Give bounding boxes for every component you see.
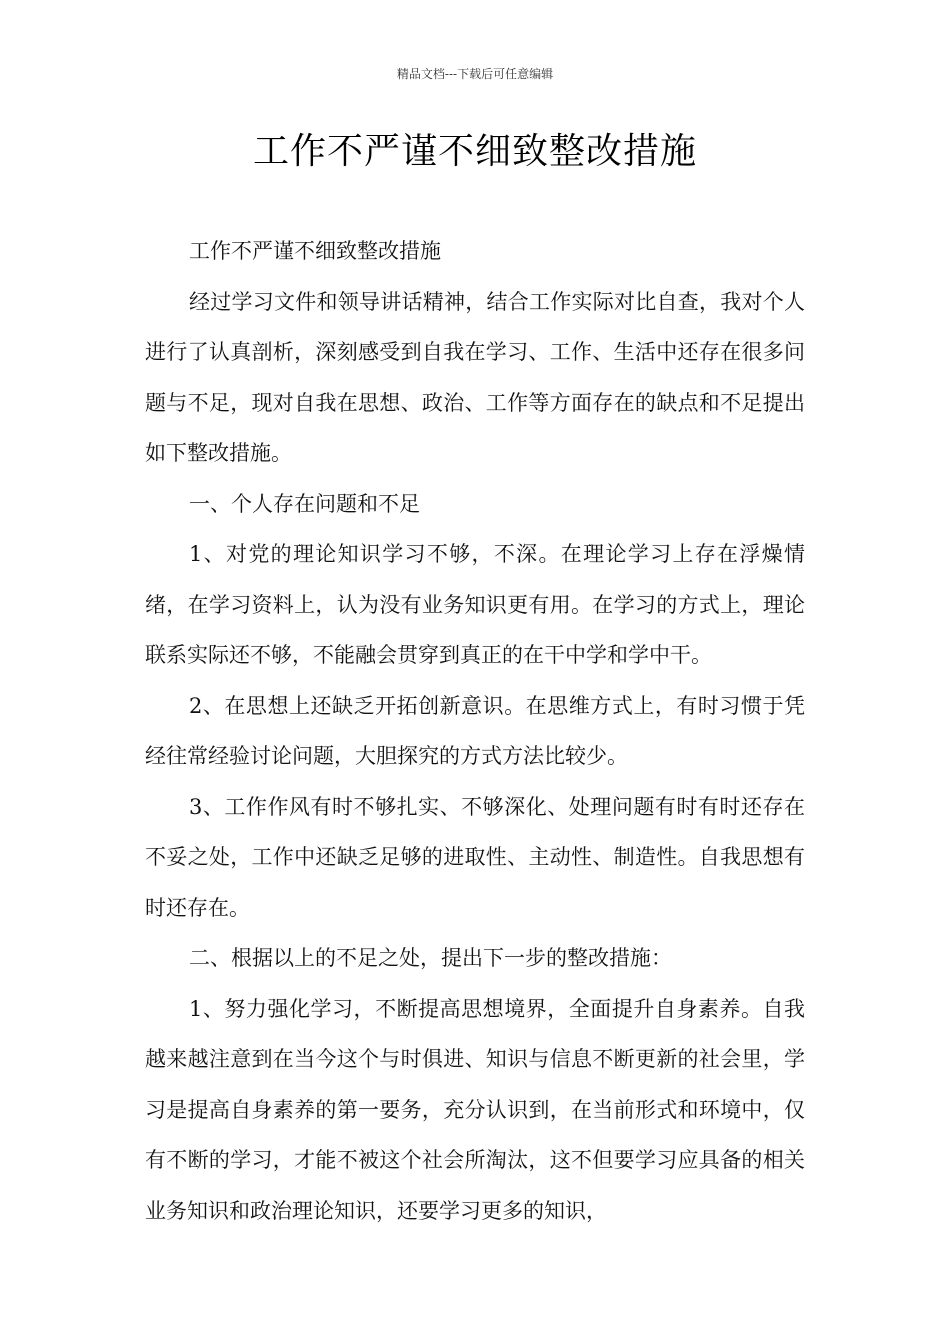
paragraph-intro: 经过学习文件和领导讲话精神，结合工作实际对比自查，我对个人进行了认真剖析，深刻感受到自我在学习、工作、生活中还存在很多问题与不足，现对自我在思想、政治、工作等方面存在的缺点和不足提出如下整改措施。 <box>145 289 805 465</box>
document-body <box>145 226 805 1236</box>
paragraph-problem-1: 1、对党的理论知识学习不够，不深。在理论学习上存在浮燥情绪，在学习资料上，认为没有业务知识更有用。在学习的方式上，理论联系实际还不够，不能融会贯穿到真正的在干中学和学中干。 <box>145 542 805 667</box>
paragraph-subtitle: 工作不严谨不细致整改措施 <box>189 239 441 263</box>
section-heading-measures: 二、根据以上的不足之处，提出下一步的整改措施： <box>189 946 672 970</box>
paragraph-measure-1: 1、努力强化学习，不断提高思想境界，全面提升自身素养。自我越来越注意到在当今这个与时俱进、知识与信息不断更新的社会里，学习是提高自身素养的第一要务，充分认识到，在当前形式和环境中，仅有不断的学习，才能不被这个社会所淘汰，这不但要学习应具备的相关业务知识和政治理论知识，还要学习更多的知识， <box>145 996 805 1223</box>
header-note: 精品文档---下载后可任意编辑 <box>396 67 554 81</box>
section-heading-problems: 一、个人存在问题和不足 <box>189 491 420 516</box>
paragraph-problem-3: 3、工作作风有时不够扎实、不够深化、处理问题有时有时还存在不妥之处，工作中还缺乏足够的进取性、主动性、制造性。自我思想有时还存在。 <box>145 794 805 920</box>
document-title: 工作不严谨不细致整改措施 <box>252 131 697 172</box>
paragraph-problem-2: 2、在思想上还缺乏开拓创新意识。在思维方式上，有时习惯于凭经往常经验讨论问题，大胆探究的方式方法比较少。 <box>145 693 805 768</box>
